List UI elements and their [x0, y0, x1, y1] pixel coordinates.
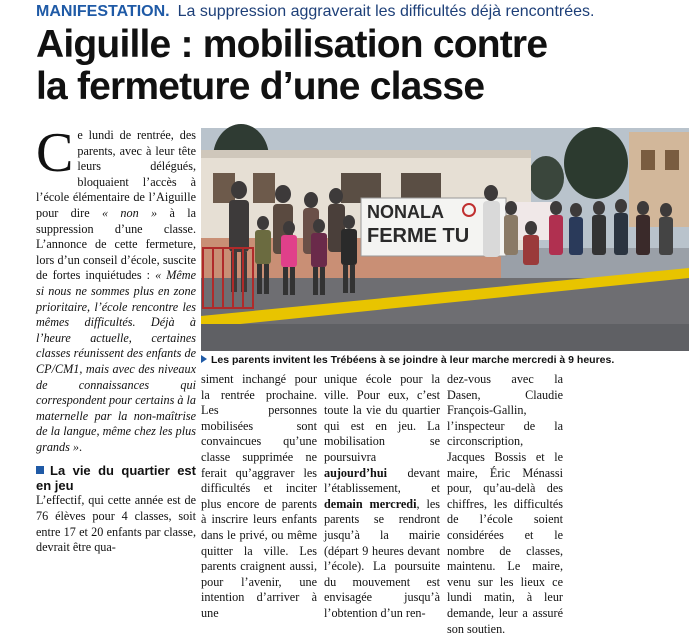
col3-text-1: unique école pour la ville. Pour eux, c’est toute la vie du quartier qui est en jeu. La mobilisation se poursuivra [324, 372, 440, 464]
kicker-label: MANIFESTATION. [36, 3, 170, 20]
photo-caption [201, 354, 689, 369]
protest-photo-illustration [201, 128, 689, 351]
headline-line-2: la fermeture d’une classe [36, 65, 485, 108]
col3-bold-today: aujourd’hui [324, 465, 387, 480]
headline [36, 24, 700, 108]
caption-text: Les parents invitent les Trébéens à se joindre à leur marche mercredi à 9 heures. [211, 354, 615, 366]
lead-text-2: à la suppression d’une classe. L’annonce de cette fermeture, lors d’un conseil d’école, suscite de fortes inquiétudes : [36, 205, 196, 283]
kicker [36, 3, 700, 25]
paragraph-2: L’effectif, qui cette année est de 76 élèves pour 4 classes, soit entre 17 et 20 enfants par classe, devrait être qua- [36, 493, 196, 555]
banner-line-2: FERME TU [367, 225, 470, 247]
lead-paragraph [36, 122, 197, 455]
quote-non: « non » [101, 205, 158, 220]
article-column-2: siment inchangé pour la rentrée prochaine. Les personnes mobilisées sont convaincues qu’une classe supprimée ne ferait qu’aggraver les difficultés et inciter plus encore de parents à inscrire leurs enfants dans le privé, ou même quitter la ville. Les parents craignent aussi, pour l’avenir, une intention d’arriver à une [201, 372, 317, 620]
col3-text-2: devant l’établissement, et [324, 465, 440, 496]
caption-triangle-icon [201, 355, 207, 363]
parents-quote: « Même si nous ne sommes plus en zone prioritaire, l’école rencontre les mêmes difficultés. Déjà à l’heure actuelle, certaines classes réunissent des enfants de CP/CM1, mais avec des niveaux de connaissances qui correspondent pour certains à la maternelle par la non-maîtrise de la langue, même chez les plus grands » [36, 268, 197, 454]
square-bullet-icon [36, 466, 44, 474]
col3-bold-tomorrow: demain mercredi [324, 496, 417, 511]
col3-text-3: , les parents se rendront jusqu’à la mairie (départ 9 heures devant l’école). La poursuite du mouvement est envisagée jusqu’à l’obtention d’un ren- [324, 496, 440, 620]
lead-tail: . [79, 439, 83, 454]
subheading [36, 463, 196, 493]
lead-text: e lundi de rentrée, des parents, avec à leur tête leurs délégués, bloquaient l’accès à l’école élémentaire de l’Aiguille pour dire [36, 128, 196, 220]
article-column-3 [324, 372, 440, 620]
article-column-1 [36, 122, 197, 555]
banner-line-1: NONALA [367, 202, 444, 222]
kicker-text: La suppression aggraverait les difficultés déjà rencontrées. [177, 3, 595, 20]
news-photo [201, 128, 689, 351]
headline-line-1: Aiguille : mobilisation contre [36, 23, 548, 66]
article-column-4: dez-vous avec la Dasen, Claudie François-Gallin, l’inspecteur de la circonscription, Jacques Bossis et le maire, Éric Ménassi pour, qu’au-delà des chiffres, les difficultés de l’école soient considérées et le nombre de classes, maintenu. Le maire, venu sur les lieux ce lundi matin, à leur demande, leur a assuré son soutien. [447, 372, 563, 636]
drop-cap: C [36, 122, 74, 184]
subheading-text: La vie du quartier est en jeu [36, 463, 196, 494]
